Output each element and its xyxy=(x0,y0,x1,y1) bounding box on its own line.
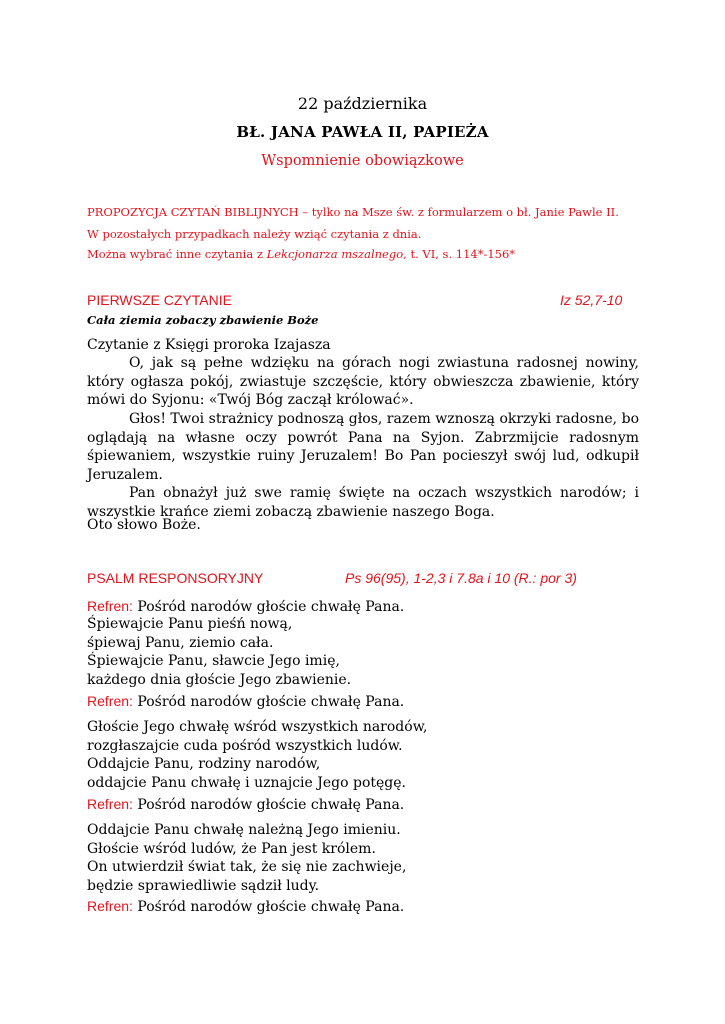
feast-title: BŁ. JANA PAWŁA II, PAPIEŻA xyxy=(236,123,489,141)
psalm-stanza-3 xyxy=(87,821,406,895)
psalm-stanza-2 xyxy=(87,718,427,792)
refrain-text: Pośród narodów głoście chwałę Pana. xyxy=(132,599,405,615)
psalm-verse-line: Głoście wśród ludów, że Pan jest królem. xyxy=(87,840,376,857)
first-reading-intro: Czytanie z Księgi proroka Izajasza xyxy=(87,337,331,353)
psalm-stanza-1 xyxy=(87,615,351,689)
psalm-verse-line: rozgłaszajcie cuda pośród wszystkich ludów. xyxy=(87,737,403,754)
psalm-verse-line: On utwierdził świat tak, że się nie zachwieje, xyxy=(87,859,407,875)
first-reading-paragraph: Pan obnażył już swe ramię święte na oczach wszystkich narodów; i wszystkie krańce ziemi zobaczą zbawienie naszego Boga. xyxy=(87,485,639,520)
psalm-verse-line: każdego dnia głoście Jego zbawienie. xyxy=(87,671,352,688)
psalm-reference: Ps 96(95), 1-2,3 i 7.8a i 10 (R.: por 3) xyxy=(345,570,577,586)
first-reading-motto: Cała ziemia zobaczy zbawienie Boże xyxy=(87,313,319,327)
refrain-label: Refren: xyxy=(87,796,133,812)
psalm-verse-line: Śpiewajcie Panu pieśń nową, xyxy=(87,616,293,632)
feast-rank: Wspomnienie obowiązkowe xyxy=(261,153,464,169)
refrain-text: Pośród narodów głoście chwałę Pana. xyxy=(132,899,405,915)
psalm-refrain xyxy=(87,692,404,712)
refrain-label: Refren: xyxy=(87,898,133,914)
refrain-text: Pośród narodów głoście chwałę Pana. xyxy=(132,797,405,813)
psalm-verse-line: Oddajcie Panu chwałę należną Jego imieniu. xyxy=(87,822,401,838)
first-reading-paragraph: Głos! Twoi strażnicy podnoszą głos, razem wznoszą okrzyki radosne, bo oglądają na własne oczy powrót Pana na Syjon. Zabrzmijcie radosnym śpiewaniem, wszystkie ruiny Jeruzalem! Bo Pan pocieszył swój lud, odkupił Jeruzalem. xyxy=(87,411,639,483)
refrain-label: Refren: xyxy=(87,693,133,709)
rubric-note-2: W pozostałych przypadkach należy wziąć czytania z dnia. xyxy=(87,227,422,241)
psalm-heading: PSALM RESPONSORYJNY xyxy=(87,570,264,586)
psalm-verse-line: śpiewaj Panu, ziemio cała. xyxy=(87,634,274,651)
psalm-verse-line: oddajcie Panu chwałę i uznajcie Jego potęgę. xyxy=(87,774,406,791)
rubric-note-3-prefix: Można wybrać inne czytania z xyxy=(87,247,267,261)
rubric-note-3-italic: Lekcjonarza mszalnego xyxy=(266,247,404,261)
psalm-verse-line: będzie sprawiedliwie sądził ludy. xyxy=(87,877,320,894)
psalm-verse-line: Śpiewajcie Panu, sławcie Jego imię, xyxy=(87,653,340,669)
rubric-note-3 xyxy=(87,247,515,261)
refrain-label: Refren: xyxy=(87,598,133,614)
refrain-text: Pośród narodów głoście chwałę Pana. xyxy=(132,694,405,710)
psalm-refrain xyxy=(87,597,404,617)
rubric-note-3-suffix: , t. VI, s. 114*-156* xyxy=(403,247,516,261)
psalm-refrain xyxy=(87,795,404,815)
psalm-verse-line: Głoście Jego chwałę wśród wszystkich narodów, xyxy=(87,719,428,735)
rubric-note-1: PROPOZYCJA CZYTAŃ BIBLIJNYCH – tylko na Msze św. z formularzem o bł. Janie Pawle II. xyxy=(87,205,619,219)
psalm-refrain xyxy=(87,897,404,917)
first-reading-heading: PIERWSZE CZYTANIE xyxy=(87,292,232,308)
psalm-verse-line: Oddajcie Panu, rodziny narodów, xyxy=(87,756,321,772)
first-reading-closing: Oto słowo Boże. xyxy=(87,517,201,533)
first-reading-paragraph: O, jak są pełne wdzięku na górach nogi zwiastuna radosnej nowiny, który ogłasza pokój, zwiastuje szczęście, który obwieszcza zbawienie, który mówi do Syjonu: «Twój Bóg zaczął królować». xyxy=(87,355,639,408)
first-reading-reference: Iz 52,7-10 xyxy=(560,292,623,308)
feast-date: 22 października xyxy=(297,94,428,113)
